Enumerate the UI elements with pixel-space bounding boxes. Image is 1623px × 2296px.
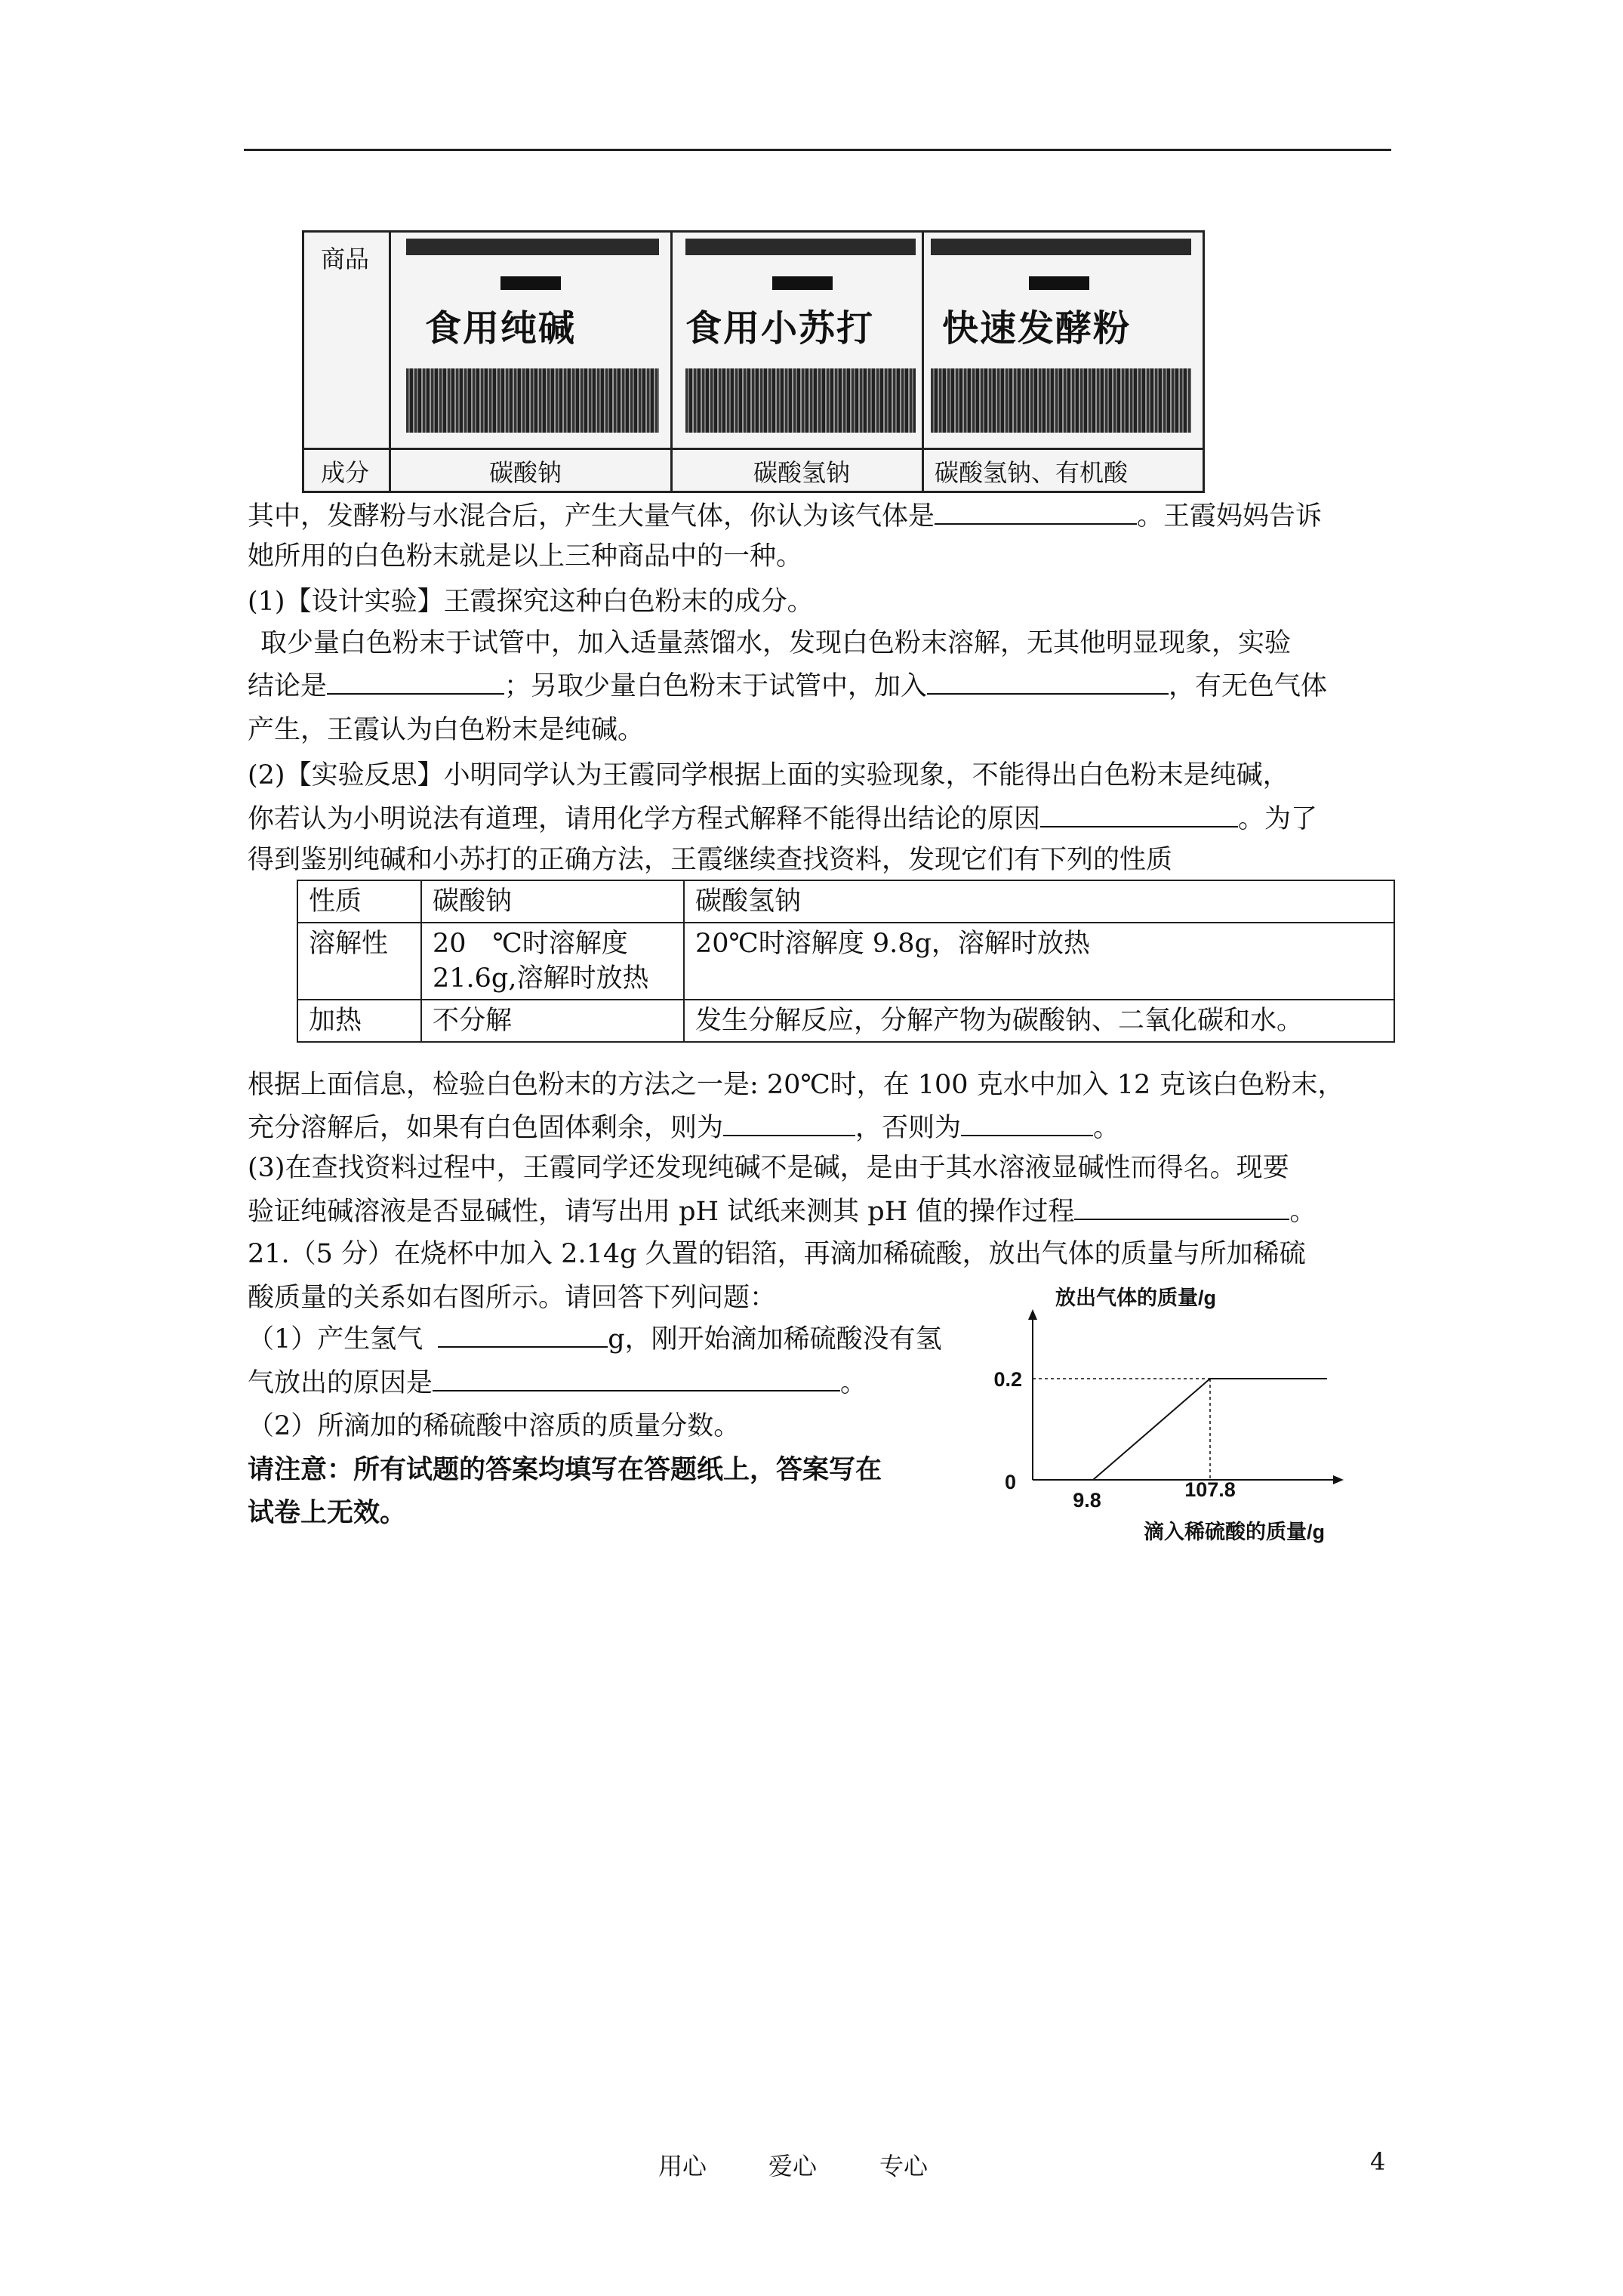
cell-line: 20 ℃时溶解度	[433, 929, 628, 959]
paragraph-line: 酸质量的关系如右图所示。请回答下列问题：	[248, 1283, 777, 1313]
table-cell	[421, 923, 684, 1000]
header-rule	[244, 149, 1391, 151]
footer-word: 专心	[879, 2152, 929, 2180]
text: g，刚开始滴加稀硫酸没有氢	[608, 1324, 942, 1354]
paragraph-line: 她所用的白色粉末就是以上三种商品中的一种。	[248, 541, 803, 572]
answer-blank[interactable]	[1074, 1194, 1289, 1220]
package-band	[406, 239, 659, 255]
x-axis-label: 滴入稀硫酸的质量/g	[1144, 1521, 1325, 1543]
answer-blank[interactable]	[438, 1322, 608, 1348]
paragraph-line	[248, 668, 1327, 704]
product-component-3: 碳酸氢钠、有机酸	[935, 458, 1129, 487]
answer-blank[interactable]	[935, 499, 1137, 525]
table-header: 性质	[297, 880, 421, 923]
page-number: 4	[1370, 2147, 1386, 2176]
gas-mass-chart	[981, 1276, 1374, 1555]
paragraph-line	[248, 1365, 867, 1401]
answer-blank[interactable]	[961, 1111, 1093, 1136]
table-header: 碳酸氢钠	[684, 880, 1394, 923]
table-divider	[304, 448, 1203, 450]
answer-blank[interactable]	[1040, 802, 1238, 827]
paragraph-line: 产生，王霞认为白色粉末是纯碱。	[248, 715, 645, 745]
logo-mark	[772, 276, 833, 290]
product-component-2: 碳酸氢钠	[753, 458, 851, 487]
text: 验证纯碱溶液是否显碱性，请写出用 pH 试纸来测其 pH 值的操作过程	[248, 1197, 1075, 1227]
answer-blank[interactable]	[927, 669, 1169, 695]
text: 。	[840, 1368, 867, 1398]
paragraph-line	[248, 498, 1322, 535]
product-name-1: 食用纯碱	[425, 307, 577, 350]
paragraph-line	[248, 801, 1317, 837]
text: （1）产生氢气	[248, 1324, 423, 1354]
table-row	[297, 1000, 1394, 1042]
logo-mark	[1029, 276, 1089, 290]
text: 。为了	[1238, 804, 1318, 834]
product-cell-1	[391, 233, 673, 491]
product-table	[302, 230, 1205, 493]
answer-blank[interactable]	[433, 1366, 840, 1391]
y-axis-label: 放出气体的质量/g	[1055, 1287, 1216, 1309]
x-tick-label: 107.8	[1184, 1478, 1236, 1501]
product-name-3: 快速发酵粉	[942, 307, 1132, 350]
x-tick-label: 9.8	[1073, 1489, 1101, 1512]
y-tick-label: 0.2	[993, 1368, 1022, 1391]
paragraph-line: 21.（5 分）在烧杯中加入 2.14g 久置的铝箔，再滴加稀硫酸，放出气体的质量与所加稀硫	[248, 1239, 1306, 1269]
origin-label: 0	[1004, 1471, 1016, 1493]
package-print	[931, 368, 1191, 433]
paragraph-line: （2）所滴加的稀硫酸中溶质的质量分数。	[248, 1411, 741, 1441]
package-print	[685, 368, 916, 433]
paragraph-line: 根据上面信息，检验白色粉末的方法之一是: 20℃时，在 100 克水中加入 12 克该白色粉末，	[248, 1070, 1344, 1100]
product-cell-2	[673, 233, 924, 491]
notice-line: 试卷上无效。	[248, 1497, 407, 1528]
paragraph-line: (3)在查找资料过程中，王霞同学还发现纯碱不是碱，是由于其水溶液显碱性而得名。现要	[248, 1153, 1289, 1183]
paragraph-line	[248, 1110, 1119, 1146]
paragraph-line	[248, 1321, 942, 1358]
properties-table	[297, 880, 1395, 1043]
text: 气放出的原因是	[248, 1368, 433, 1398]
text: 。	[1093, 1113, 1120, 1143]
table-header-row	[297, 880, 1394, 923]
answer-blank[interactable]	[327, 669, 504, 695]
row-label-goods: 商品	[321, 245, 370, 273]
package-band	[931, 239, 1191, 255]
text: ，有无色气体	[1169, 671, 1328, 701]
logo-mark	[500, 276, 561, 290]
table-cell: 加热	[297, 1000, 421, 1042]
x-axis-arrow	[1333, 1475, 1344, 1484]
text: 充分溶解后，如果有白色固体剩余，则为	[248, 1113, 724, 1143]
table-cell: 发生分解反应，分解产物为碳酸钠、二氧化碳和水。	[684, 1000, 1394, 1042]
table-cell: 溶解性	[297, 923, 421, 1000]
table-row	[297, 923, 1394, 1000]
footer-word: 爱心	[768, 2152, 818, 2180]
footer-word: 用心	[658, 2152, 707, 2180]
series-line	[1033, 1379, 1327, 1480]
paragraph-line	[248, 1194, 1316, 1230]
paragraph-line: 得到鉴别纯碱和小苏打的正确方法，王霞继续查找资料，发现它们有下列的性质	[248, 845, 1173, 875]
paragraph-line: (2)【实验反思】小明同学认为王霞同学根据上面的实验现象，不能得出白色粉末是纯碱，	[248, 760, 1289, 791]
package-print	[406, 368, 659, 433]
text: 结论是	[248, 671, 328, 701]
notice-line: 请注意：所有试题的答案均填写在答题纸上，答案写在	[248, 1454, 882, 1485]
row-label-component: 成分	[321, 458, 370, 487]
text: ；另取少量白色粉末于试管中，加入	[504, 671, 928, 701]
paragraph-line: 取少量白色粉末于试管中，加入适量蒸馏水，发现白色粉末溶解，无其他明显现象，实验	[260, 628, 1292, 658]
answer-blank[interactable]	[723, 1111, 855, 1136]
product-component-1: 碳酸钠	[489, 458, 562, 487]
table-cell: 20℃时溶解度 9.8g，溶解时放热	[684, 923, 1394, 1000]
text: 其中，发酵粉与水混合后，产生大量气体，你认为该气体是	[248, 501, 935, 532]
chart-marks	[993, 1368, 1327, 1512]
text: 你若认为小明说法有道理，请用化学方程式解释不能得出结论的原因	[248, 804, 1041, 834]
text: 。	[1289, 1197, 1317, 1227]
y-axis-arrow	[1028, 1309, 1037, 1320]
table-cell: 不分解	[421, 1000, 684, 1042]
paragraph-line: (1)【设计实验】王霞探究这种白色粉末的成分。	[248, 587, 814, 617]
text: ，否则为	[855, 1113, 962, 1143]
package-band	[685, 239, 916, 255]
cell-line: 21.6g,溶解时放热	[433, 963, 649, 994]
text: 。王霞妈妈告诉	[1137, 501, 1323, 532]
table-header: 碳酸钠	[421, 880, 684, 923]
product-name-2: 食用小苏打	[685, 307, 875, 350]
